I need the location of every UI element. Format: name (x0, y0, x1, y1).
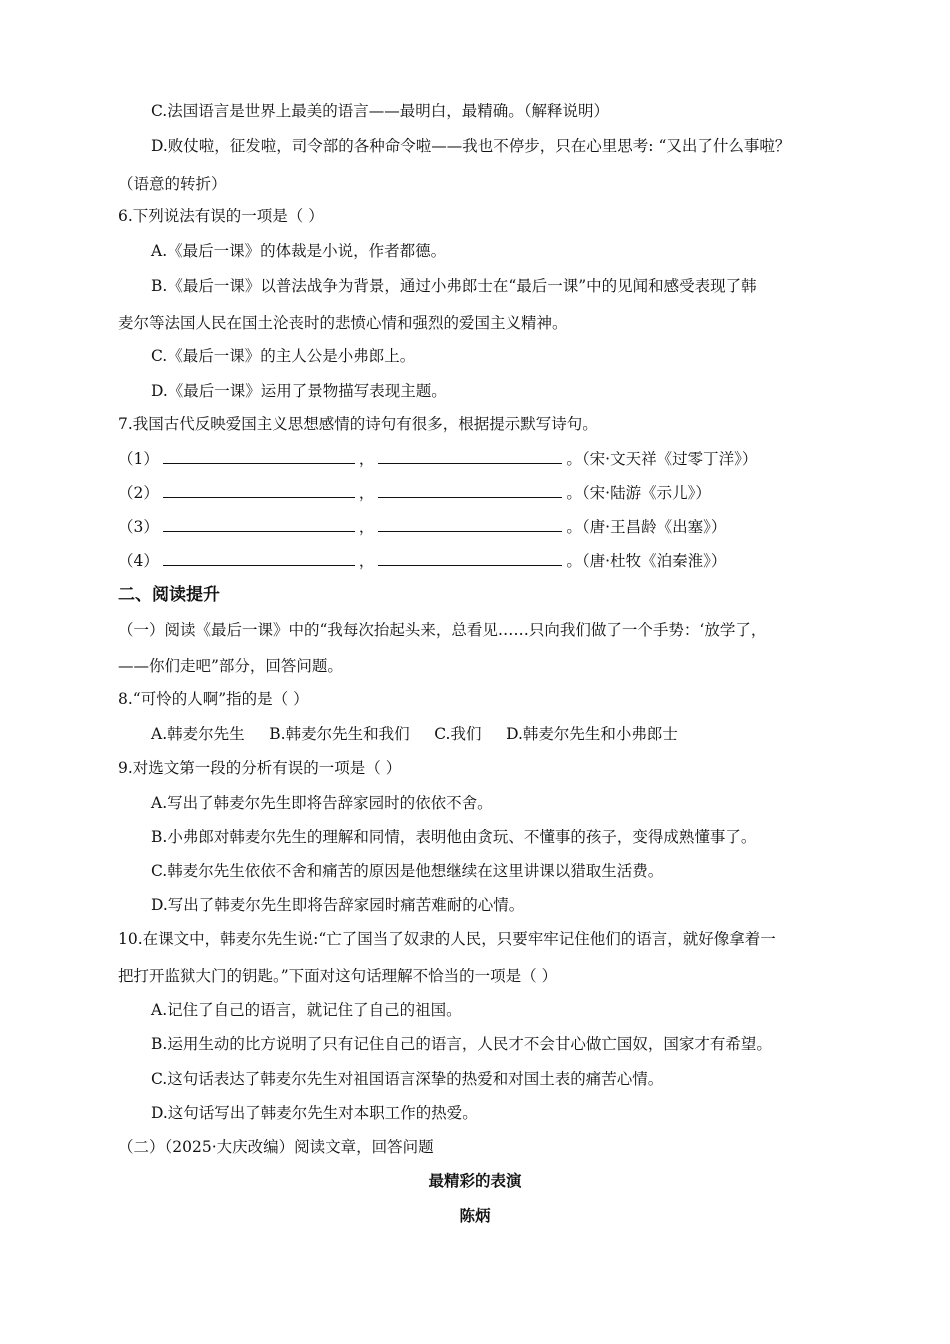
q10-option-c: C.这句话表达了韩麦尔先生对祖国语言深挚的热爱和对国土表的痛苦心情。 (151, 1070, 664, 1088)
part1-intro: （一）阅读《最后一课》中的“我每次抬起头来，总看见……只向我们做了一个手势：‘放学了， (118, 621, 767, 639)
q6-option-a: A.《最后一课》的体裁是小说，作者都德。 (151, 242, 447, 260)
q7-item-source: （唐·王昌龄《出塞》） (581, 518, 727, 536)
q8-stem: 8.“可怜的人啊”指的是（ ） (118, 690, 309, 708)
q6-option-b-cont: 麦尔等法国人民在国土沦丧时的悲愤心情和强烈的爱国主义精神。 (118, 314, 568, 332)
q7-item-number: （2） (118, 484, 159, 502)
q7-item (118, 516, 838, 537)
answer-blank[interactable] (378, 448, 562, 464)
q7-item-number: （4） (118, 552, 159, 570)
q9-option-d: D.写出了韩麦尔先生即将告辞家园时痛苦难耐的心情。 (151, 896, 525, 914)
q10-option-a: A.记住了自己的语言，就记住了自己的祖国。 (151, 1001, 462, 1019)
q8-options: A.韩麦尔先生 B.韩麦尔先生和我们 C.我们 D.韩麦尔先生和小弗郎士 (151, 725, 678, 743)
answer-blank[interactable] (163, 516, 355, 532)
q10-option-b: B.运用生动的比方说明了只有记住自己的语言，人民才不会甘心做亡国奴，国家才有希望。 (151, 1035, 772, 1053)
q7-item-comma: ， (358, 450, 375, 468)
q10-stem-cont: 把打开监狱大门的钥匙。”下面对这句话理解不恰当的一项是（ ） (118, 967, 558, 985)
q7-item-number: （3） (118, 518, 159, 536)
q7-item-comma: ， (358, 484, 375, 502)
answer-blank[interactable] (163, 448, 355, 464)
q9-stem: 9.对选文第一段的分析有误的一项是（ ） (118, 759, 402, 777)
q5-option-d: D.败仗啦，征发啦，司令部的各种命令啦——我也不停步，只在心里思考: “又出了什么事啦？ (151, 137, 791, 155)
q6-option-c: C.《最后一课》的主人公是小弗郎上。 (151, 347, 416, 365)
answer-blank[interactable] (378, 516, 562, 532)
answer-blank[interactable] (163, 550, 355, 566)
article-author: 陈炳 (459, 1206, 491, 1225)
part2-intro: （二）（2025·大庆改编）阅读文章，回答问题 (118, 1138, 434, 1156)
q7-item-period: 。 (566, 518, 582, 536)
article-title: 最精彩的表演 (428, 1171, 522, 1190)
q6-option-b: B.《最后一课》以普法战争为背景，通过小弗郎士在“最后一课”中的见闻和感受表现了韩 (151, 277, 757, 295)
answer-blank[interactable] (378, 482, 562, 498)
section-title: 二、阅读提升 (118, 585, 220, 605)
q9-option-b: B.小弗郎对韩麦尔先生的理解和同情，表明他由贪玩、不懂事的孩子，变得成熟懂事了。 (151, 828, 757, 846)
q7-item (118, 482, 838, 503)
q7-item-comma: ， (358, 552, 375, 570)
q6-stem: 6.下列说法有误的一项是（ ） (118, 207, 324, 225)
q7-item (118, 448, 838, 469)
answer-blank[interactable] (378, 550, 562, 566)
q7-item-period: 。 (566, 450, 582, 468)
part1-intro-cont: ——你们走吧”部分，回答问题。 (118, 657, 343, 675)
q7-item (118, 550, 838, 571)
q10-stem: 10.在课文中，韩麦尔先生说:“亡了国当了奴隶的人民，只要牢牢记住他们的语言，就好像拿着一 (118, 930, 776, 948)
q7-item-period: 。 (566, 552, 582, 570)
q7-item-comma: ， (358, 518, 375, 536)
q9-option-c: C.韩麦尔先生依依不舍和痛苦的原因是他想继续在这里讲课以猎取生活费。 (151, 862, 664, 880)
q7-item-source: （宋·陆游《示儿》） (581, 484, 711, 502)
q7-item-number: （1） (118, 450, 159, 468)
q10-option-d: D.这句话写出了韩麦尔先生对本职工作的热爱。 (151, 1104, 478, 1122)
answer-blank[interactable] (163, 482, 355, 498)
q7-item-source: （唐·杜牧《泊秦淮》） (581, 552, 727, 570)
q5-option-c: C.法国语言是世界上最美的语言——最明白，最精确。（解释说明） (151, 102, 609, 120)
q7-stem: 7.我国古代反映爱国主义思想感情的诗句有很多，根据提示默写诗句。 (118, 415, 598, 433)
q9-option-a: A.写出了韩麦尔先生即将告辞家园时的依依不舍。 (151, 794, 493, 812)
q7-item-source: （宋·文天祥《过零丁洋》） (581, 450, 758, 468)
q7-item-period: 。 (566, 484, 582, 502)
q6-option-d: D.《最后一课》运用了景物描写表现主题。 (151, 382, 447, 400)
q5-option-d-cont: （语意的转折） (118, 175, 227, 193)
